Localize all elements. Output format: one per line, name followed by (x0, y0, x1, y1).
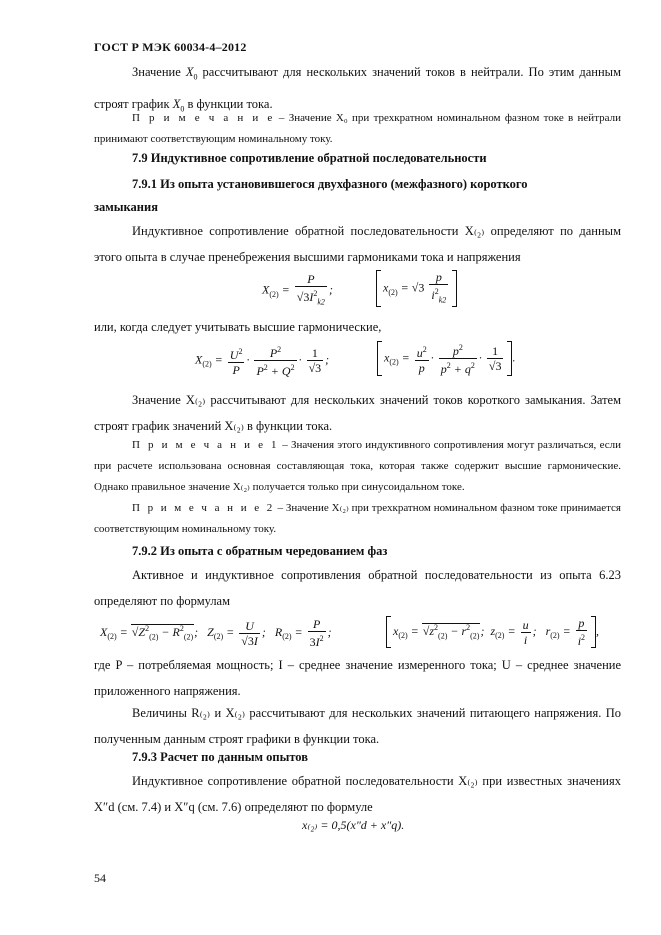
paragraph-calculation: Индуктивное сопротивление обратной последовательности X₍₂₎ при известных значениях X″d (см. 7.4) и X″q (см. 7.6) определяют по формуле (94, 774, 621, 814)
note-2: П р и м е ч а н и е 2 – Значение X₍₂₎ при трехкратном номинальном фазном токе принимается соответствующим номинальному току. (94, 502, 621, 535)
paragraph-harmonics: или, когда следует учитывать высшие гармонические, (94, 320, 382, 334)
note-1: П р и м е ч а н и е 1 – Значения этого индуктивного сопротивления могут различаться, если при расчете использована основная составляющая тока, которая также содержит высшие гармонические. Однако правильное значение X₍₂₎ получается только при синусоидальном токе. (94, 439, 621, 493)
paragraph-negative-sequence: Активное и индуктивное сопротивления обратной последовательности из опыта 6.23 определяют по формулам (94, 568, 621, 608)
formula-1-bracket: $x_{(2)} = √3$ $\frac{p}{i^2_{k2}}$ (376, 270, 457, 307)
formula-3-bracket: $x_{(2)} = √z^2_{(2)} - r^2_{(2)}$; $z_{(2)}$ = $\frac{u}{i}$ ; $r_{(2)}$ = $\frac{p}{i^2}$ , (386, 616, 599, 648)
section-heading-7-9-1-cont: замыкания (94, 200, 158, 214)
paragraph-inductive-1: Индуктивное сопротивление обратной последовательности X₍₂₎ определяют по данным этого опыта в случае пренебрежения высшими гармониками тока и напряжения (94, 224, 621, 264)
paragraph-x0: Значение $X_0$ рассчитывают для нескольких значений токов в нейтрали. По этим данным строят график $X_0$ в функции тока. (94, 65, 621, 113)
formula-2: $X_{(2)}$ = $\frac{U^2}{P}$ · $\frac{P^2}{P^2 + Q^2}$ · $\frac{1}{√3}$ ; (195, 345, 330, 378)
formula-3: $X_{(2)} = √Z^2_{(2)} - R^2_{(2)}$; $Z_{(2)}$ = $\frac{U}{√3I}$ ; $R_{(2)}$ = $\frac{P}{3I^2}$ ; (100, 617, 332, 649)
formula-4: x₍₂₎ = 0,5(x″d + x″q). (302, 818, 405, 832)
paragraph-where: где P – потребляемая мощность; I – среднее значение измеренного тока; U – среднее значение приложенного напряжения. (94, 658, 621, 698)
paragraph-values: Величины R₍₂₎ и X₍₂₎ рассчитывают для нескольких значений питающего напряжения. По полученным данным строят графики в функции тока. (94, 706, 621, 746)
section-heading-7-9-2: 7.9.2 Из опыта с обратным чередованием фаз (132, 544, 388, 558)
section-heading-7-9-1: 7.9.1 Из опыта установившегося двухфазного (межфазного) короткого (132, 177, 528, 191)
paragraph-x2-values: Значение X₍₂₎ рассчитывают для нескольких значений токов короткого замыкания. Затем строят график значений X₍₂₎ в функции тока. (94, 393, 621, 433)
note-x0: П р и м е ч а н и е – Значение X₀ при трехкратном номинальном фазном токе в нейтрали принимают соответствующим номинальному току. (94, 112, 621, 145)
formula-1: $X_{(2)}$ = $\frac{P}{√3I^2_{k2}}$ ; (262, 272, 333, 307)
section-heading-7-9: 7.9 Индуктивное сопротивление обратной последовательности (132, 151, 487, 165)
section-heading-7-9-3: 7.9.3 Расчет по данным опытов (132, 750, 309, 764)
page-number: 54 (94, 871, 106, 885)
formula-2-bracket: $x_{(2)}$ = $\frac{u^2}{p}$ · $\frac{p^2}{p^2 + q^2}$ · $\frac{1}{√3}$ . (377, 341, 515, 376)
document-header: ГОСТ Р МЭК 60034-4–2012 (94, 40, 247, 54)
